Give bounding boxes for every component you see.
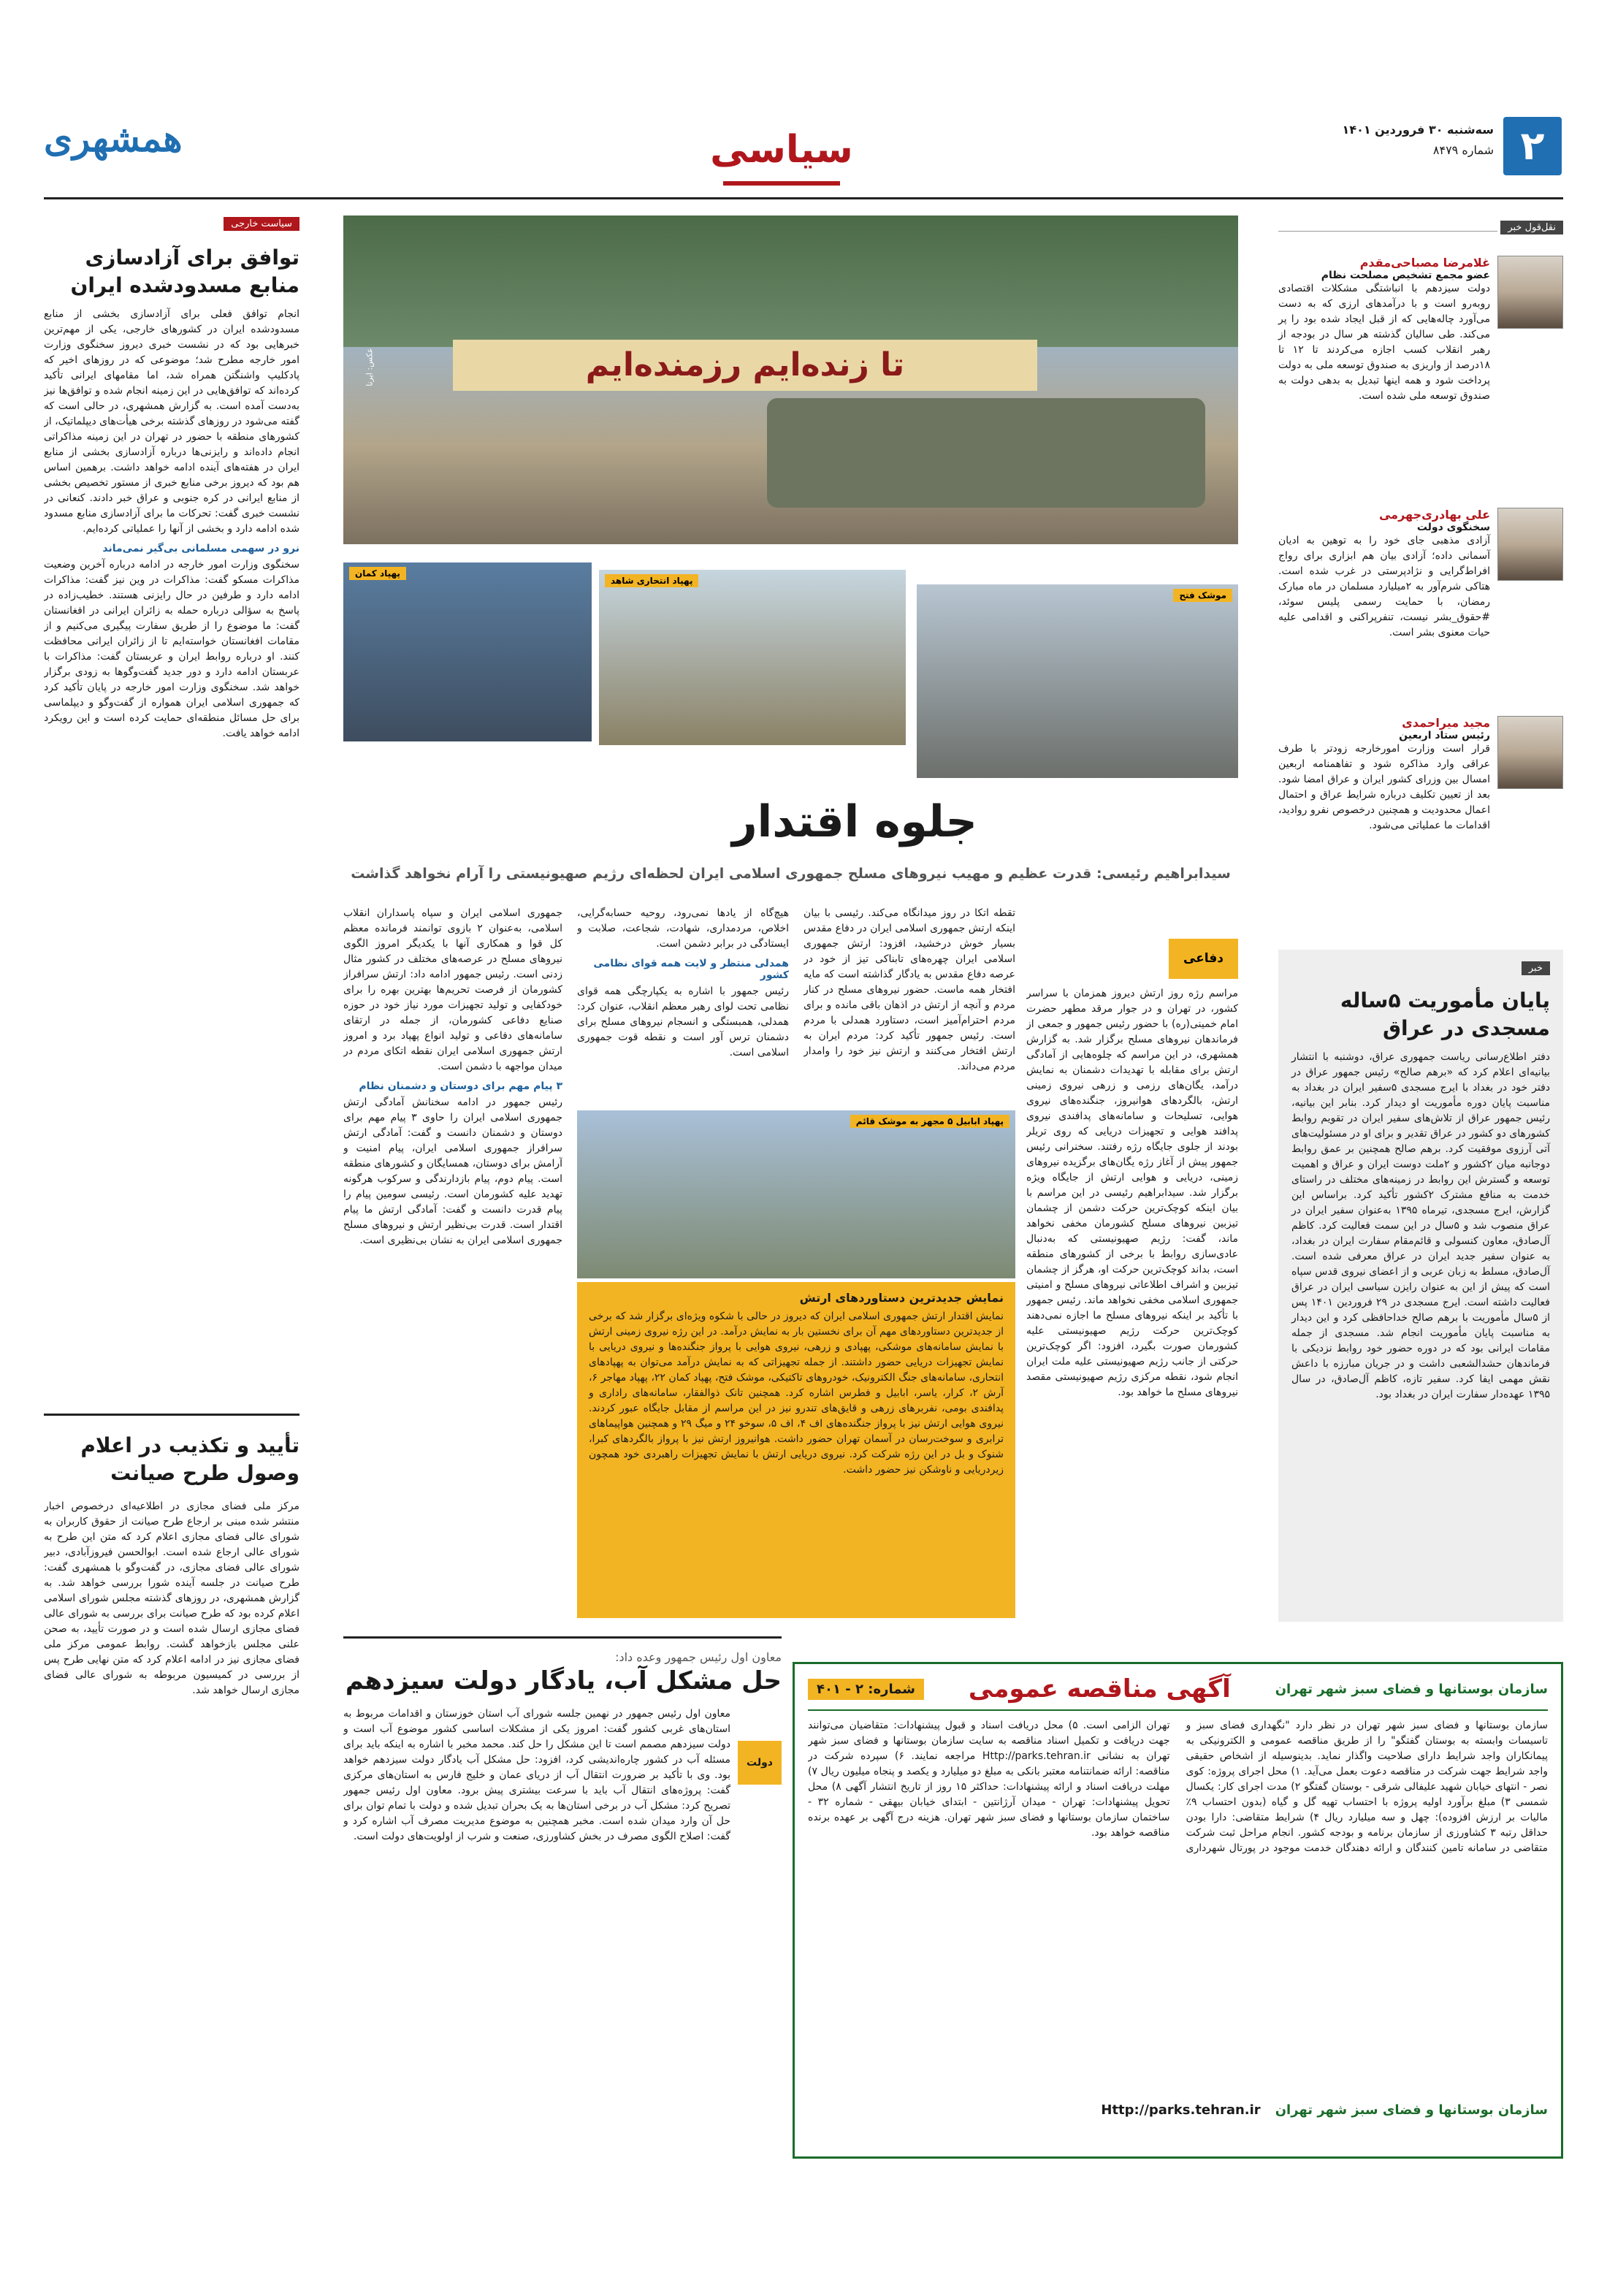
ad-title: آگهی مناقصه عمومی	[968, 1674, 1231, 1704]
foreign-policy-headline: توافق برای آزادسازی منابع مسدودشده ایران	[70, 245, 299, 297]
main-photo-caption: عکس: ایرنا	[364, 348, 375, 386]
ad-footer-org: سازمان بوستانها و فضای سبز شهر تهران	[1275, 2102, 1548, 2118]
main-subhead: سیدابراهیم رئیسی: قدرت عظیم و مهیب نیروهای مسلح جمهوری اسلامی ایران لحظه‌ای رژیم صهیونیستی را آرام نخواهد گذاشت	[351, 866, 1231, 882]
defense-tag: دفاعی	[1169, 939, 1238, 979]
armored-vehicle	[767, 398, 1205, 508]
cyberspace-text: مرکز ملی فضای مجازی در اطلاعیه‌ای درخصوص اخبار منتشر شده مبنی بر ارجاع طرح صیانت از حقوق کاربران به شورای عالی فضای مجازی اعلام کرد که متن این طرح به شورای عالی ارجاع شده است. ابوالحسن فیروزآبادی، دبیر شورای عالی فضای مجازی، در گفت‌وگو با همشهری گفت: طرح صیانت در جلسه آینده شورا بررسی خواهد شد. به گزارش همشهری، در روزهای گذشته مجلس شورای اسلامی اعلام کرده بود که طرح صیانت برای بررسی به شورای عالی فضای مجازی ارسال شده است و در صورت تأیید، به صحن علنی مجلس بازخواهد گشت. روابط عمومی مرکز ملی فضای مجازی نیز در ادامه اعلام کرد که متن نهایی طرح پس از بررسی در کمیسیون مربوطه به شورای عالی فضای مجازی ارسال خواهد شد.	[44, 1500, 299, 1696]
issue-line: شماره ۸۴۷۹	[1432, 143, 1494, 157]
ad-header	[808, 1674, 1548, 1711]
quote-1-title: عضو مجمع تشخیص مصلحت نظام	[1321, 270, 1490, 281]
parade-banner: تا زنده‌ایم رزمنده‌ایم	[453, 340, 1037, 391]
center-col-4	[343, 906, 562, 1622]
tender-ad	[793, 1662, 1563, 2159]
news-text: دفتر اطلاع‌رسانی ریاست جمهوری عراق، دوشنبه با انتشار بیانیه‌ای اعلام کرد که «برهم صالح» رئیس جمهور عراق در دفتر خود در بغداد با ایرج مسجدی ۵سفیر ایران در بغداد به مناسبت پایان دوره مأموریت او دیدار کرد. بنابر این بیانیه، رئیس جمهور عراق از تلاش‌های سفیر ایران در تقویم روابط کشورهای دو کشور در عراق تقدیر و برای او در مسئولیت‌های آتی آرزوی موفقیت کرد. برهم صالح همچنین بر عمق روابط دوجانبه میان ۲کشور و ۲ملت دوست ایران و عراق و اهمیت توسعه و گسترش این روابط در زمینه‌های مختلف در راستای خدمت به منافع مشترک ۲کشور تأکید کرد. براساس این گزارش، ایرج مسجدی، تیرماه ۱۳۹۵ به‌عنوان سفیر ایران در عراق منصوب شد و ۵سال در این سمت فعالیت کرد. کاظم آل‌صادق، معاون کنسولی و قائم‌مقام سفارت ایران در بغداد، به عنوان سفیر جدید ایران در عراق معرفی شده است. آل‌صادق، مسلط به زبان عربی و از اعضای نیروی قدس سپاه است که پیش از این به عنوان رایزن سیاسی ایران در عراق فعالیت داشته است. ایرج مسجدی در ۲۹ فروردین ۱۴۰۱ پس از ۵سال مأموریت با برهم صالح خداحافظی کرد و این دیدار به مناسبت پایان مأموریت انجام شد. مسجدی از جمله مقامات ایرانی بود که در دوره حضور خود روابط نزدیکی با فرماندهان حشدالشعبی داشت و در جریان مبارزه با داعش نقش مهمی ایفا کرد. سفیر تازه، کاظم آل‌صادق، در سال ۱۳۹۵ عهده‌دار سفارت ایران در بغداد بود.	[1291, 1051, 1551, 1400]
quotes-label: نقل‌قول خبر	[1500, 221, 1563, 234]
ababil-drone-photo	[577, 1110, 1015, 1278]
photo-label-kaman: پهپاد کمان	[349, 567, 406, 580]
ad-org: سازمان بوستانها و فضای سبز شهر تهران	[1275, 1681, 1548, 1697]
foreign-policy-label: سیاست خارجی	[224, 217, 299, 231]
ababil-caption: پهپاد ابابیل ۵ مجهز به موشک قائم	[850, 1115, 1009, 1128]
water-article	[343, 1636, 782, 2177]
center-col-4-text-2: رئیس جمهور در ادامه سخنانش آمادگی ارتش جمهوری اسلامی ایران را حاوی ۳ پیام مهم برای دوستان و دشمنان دانست و گفت: آمادگی ارتش سرافراز جمهوری اسلامی ایران، پیام امنیت و آرامش برای دوستان، همسایگان و کشورهای منطقه است. پیام دوم، پیام بازدارندگی و سرکوب هرگونه تهدید علیه کشورمان است. رئیسی سومین پیام را پیام قدرت دانست و گفت: آمادگی ارتش ما پیام اقتدار است. قدرت بی‌نظیر ارتش و نیروهای مسلح جمهوری اسلامی ایران به نشان بی‌نظیری است.	[343, 1096, 562, 1246]
photo-fath-missile	[917, 584, 1238, 778]
center-col-3-text-2: رئیس جمهور با اشاره به یکپارچگی همه قوای نظامی تحت لوای رهبر معظم انقلاب، عنوان کرد: همدلی، همبستگی و انسجام نیروهای مسلح برای دشمنان ترس آور است و نقطه قوت جمهوری اسلامی است.	[577, 985, 789, 1059]
foreign-policy-subhead: نرو در سهمی مسلمانی بی‌گیر نمی‌ماند	[102, 543, 299, 554]
masthead-rule	[44, 197, 1563, 199]
center-col-4-text: جمهوری اسلامی ایران و سپاه پاسداران انقلاب اسلامی، به‌عنوان ۲ بازوی توانمند فرمانده معظم کل قوا و همکاری آنها با یکدیگر امروز الگوی نیروهای مسلح در عرصه‌های مختلف در کشور مثال زدنی است. رئیس جمهور ادامه داد: ارتش سرافراز کشورمان از فرصت تحریم‌ها بهترین بهره را برای خودکفایی و تولید تجهیزات مورد نیاز خود در حوزه صنایع دفاعی کشورمان، از جمله در ارتقای سامانه‌های دفاعی و تولید انواع پهپاد برد و امروز ارتش جمهوری اسلامی ایران نقطه اتکای مردم در میدان مواجهه با دشمن است.	[343, 907, 562, 1072]
quotes-label-rule	[1278, 231, 1497, 232]
quote-3-name: مجید میراحمدی	[1402, 716, 1490, 730]
center-col-3	[577, 906, 789, 1103]
quote-1	[1278, 256, 1490, 404]
reviewing-stand	[343, 216, 1238, 347]
quote-portrait-3	[1497, 716, 1563, 789]
quote-portrait-1	[1497, 256, 1563, 329]
achievements-box	[577, 1282, 1015, 1618]
quote-3-title: رئیس ستاد اربعین	[1399, 730, 1490, 741]
water-text: معاون اول رئیس جمهور در نهمین جلسه شورای آب استان خوزستان و اقدامات مربوط به استان‌های غربی کشور گفت: امروز یکی از مشکلات اساسی کشور موضوع آب است و دولت سیزدهم مصمم است تا این مشکل را حل کند. محمد مخبر با اشاره به اینکه باید برای مسئله آب در کشور چاره‌اندیشی کرد، افزود: حل مشکل آب یادگار دولت سیزدهم خواهد بود. وی با تأکید بر ضرورت انتقال آب از دریای عمان و خلیج فارس به استان‌های مرکزی گفت: پروژه‌های انتقال آب باید با سرعت بیشتری پیش برود. معاون اول رئیس جمهور تصریح کرد: مشکل آب در برخی استان‌ها به یک بحران تبدیل شده و دولت با تمام توان برای حل آن وارد میدان شده است. مخبر همچنین به موضوع مدیریت مصرف آب اشاره کرد و گفت: اصلاح الگوی مصرف در بخش کشاورزی، صنعت و شرب از اولویت‌های دولت است.	[343, 1708, 730, 1842]
foreign-policy-column	[44, 216, 299, 1410]
cyberspace-article	[44, 1414, 299, 2173]
quote-1-text: دولت سیزدهم با انباشتگی مشکلات اقتصادی روبه‌رو است و با درآمدهای ارزی که به دست می‌آورد چاله‌هایی که از قبل ایجاد شده بود را پر می‌کند. طی سالیان گذشته هر سال در بودجه از رهبر انقلاب کسب اجازه می‌کردند تا ۱۲ تا ۱۸درصد از واریزی به صندوق توسعه ملی به دولت پرداخت شود و همه اینها تبدیل به بدهی دولت به صندوق توسعه ملی شده است.	[1278, 283, 1490, 402]
center-col-2-text: تقطه اتکا در روز میدانگاه می‌کند. رئیسی با بیان اینکه ارتش جمهوری اسلامی ایران در دفاع مقدس بسیار خوش درخشید، افزود: ارتش جمهوری اسلامی ایران چهره‌های تابناکی تیز از خود در عرصه دفاع مقدس به یادگار گذاشته است که مایه افتخار همه ماست. حضور نیروهای مسلح در کنار مردم و آنچه از ارتش در اذهان باقی مانده و برای مردم احترام‌آمیز است، دستاورد همدلی با مردم است. رئیس جمهور تأکید کرد: مردم ایران به ارتش افتخار می‌کنند و ارتش نیز خود را وامدار مردم می‌داند.	[804, 907, 1015, 1072]
ad-url[interactable]: Http://parks.tehran.ir	[1101, 2102, 1261, 2118]
center-col-4-subhead: ۳ پیام مهم برای دوستان و دشمنان نظام	[359, 1080, 562, 1092]
center-col-3-text: هیچ‌گاه از یادها نمی‌رود، روحیه حسابه‌گرایی، اخلاص، مردمداری، شهادت، شجاعت، صلابت و ایستادگی در برابر دشمن است.	[577, 907, 789, 950]
quote-2-text: آزادی مذهبی جای خود را به توهین به ادیان آسمانی داده؛ آزادی بیان هم ابزاری برای رواج افراط‌گرایی و نژادپرستی در غرب شده است. هتاکی شرم‌آور به ۲میلیارد مسلمان در ماه مبارک رمضان، با حمایت رسمی پلیس سوئد، #حقوق_بشر نیست، تنفرپراکنی و اقدامی علیه حیات معنوی بشر است.	[1278, 535, 1490, 638]
center-col-1-text: مراسم رژه روز ارتش دیروز همزمان با سراسر کشور، در تهران و در جوار مرقد مطهر حضرت امام خمینی(ره) با حضور رئیس جمهور و جمعی از فرماندهان نیروهای مسلح برگزار شد. به گزارش همشهری، در این مراسم که چلوه‌هایی از آمادگی ارتش برای مقابله با تهدیدات دشمنان به نمایش درآمد، یگان‌های رزمی و زرهی نیروی زمینی ارتش، بالگردهای هوانیروز، جنگنده‌های نیروی هوایی، تسلیحات و سامانه‌های پدافندی نیروی پدافند هوایی و تجهیزات دریایی که روی تریلر بودند از جلوی جایگاه رژه رفتند. سخنرانی رئیس جمهور پیش از آغاز رژه یگان‌های برگزیده نیروهای زمینی، دریایی و هوایی ارتش از جایگاه ویژه برگزار شد. سیدابراهیم رئیسی در این مراسم با بیان اینکه کوچک‌ترین حرکت دشمن از چشمان تیزبین نیروهای مسلح کشورمان مخفی نخواهد ماند، گفت: رژیم صهیونیستی که به‌دنبال عادی‌سازی روابط با برخی از کشورهای منطقه است، بداند کوچک‌ترین حرکت او، هرگز از چشمان تیزبین و اشراف اطلاعاتی نیروهای مسلح و امنیتی جمهوری اسلامی مخفی نخواهد ماند. رئیس جمهور با تأکید بر اینکه نیروهای مسلح ما اجازه نمی‌دهند کوچک‌ترین حرکت رژیم صهیونیستی علیه کشورمان صورت بگیرد، افزود: اگر کوچک‌ترین حرکتی از جانب رژیم صهیونیستی علیه ملت ایران انجام شود، نقطه مرکزی رژیم صهیونیستی مقصد نیروهای مسلح ما خواهد بود.	[1026, 988, 1238, 1398]
center-col-3-subhead: همدلی منتظر و لایت همه قوای نظامی کشور	[593, 958, 789, 981]
achievements-text: نمایش اقتدار ارتش جمهوری اسلامی ایران که دیروز در حالی با شکوه ویژه‌ای برگزار شد که برخی از جدیدترین دستاوردهای مهم آن برای نخستین بار به نمایش درآمد. در این رژه نیروی زمینی ارتش با نمایش سامانه‌های موشکی، پهپادی و زرهی، نیروی هوایی با پرواز جنگنده‌ها و نیروی دریایی با نمایش تجهیزات دریایی حضور داشتند. از جمله تجهیزاتی که به نمایش درآمد می‌توان به پهپادهای انتحاری، سامانه‌های جنگ الکترونیک، خودروهای تاکتیکی، موشک فتح، پهپاد کمان ۲۲، پهپاد مهاجر ۶، آرش ۲، کرار، یاسر، ابابیل و فطرس اشاره کرد. همچنین تانک ذوالفقار، سامانه‌های راداری و پدافندی بومی، نفربرهای زرهی و قایق‌های تندرو نیز در این مراسم از مقابل جایگاه عبور کردند. نیروی هوایی ارتش نیز با پرواز جنگنده‌های اف ۴، اف ۵، سوخو ۲۴ و میگ ۲۹ و همچنین هواپیماهای ترابری و سوخت‌رسان در آسمان تهران حضور داشت. هوانیروز ارتش نیز با پرواز بالگردهای کبرا، شنوک و بل در این رژه شرکت کرد. نیروی دریایی ارتش با نمایش تجهیزات راهبردی خود همچون زیردریایی و ناوشکن نیز حضور داشت.	[589, 1311, 1004, 1476]
photo-kaman-drone	[343, 562, 592, 741]
ad-footer	[808, 2102, 1548, 2118]
ad-number: شماره: ۲ - ۴۰۱	[808, 1679, 924, 1700]
water-kicker: معاون اول رئیس جمهور وعده داد:	[615, 1650, 782, 1664]
news-box	[1278, 950, 1563, 1622]
section-title: سیاسی	[710, 128, 853, 172]
water-tag: دولت	[738, 1741, 782, 1785]
quote-portrait-2	[1497, 508, 1563, 581]
section-title-underline	[723, 181, 840, 186]
quote-2	[1278, 508, 1490, 641]
news-label: خبر	[1522, 961, 1550, 975]
photo-shahed-drone	[599, 570, 906, 745]
main-parade-photo	[343, 216, 1238, 544]
paper-logo: همشهری	[44, 117, 183, 160]
photo-label-fath: موشک فتح	[1173, 589, 1232, 602]
achievements-title: نمایش جدیدترین دستاوردهای ارتش	[799, 1291, 1004, 1305]
masthead	[0, 0, 1607, 212]
quotes-column	[1278, 212, 1563, 942]
foreign-policy-text: انجام توافق فعلی برای آزادسازی بخشی از منابع مسدودشده ایران در کشورهای خارجی، یکی از مهم‌ترین خبرهایی بود که در نشست خبری دیروز سخنگوی وزارت امور خارجه مطرح شد؛ موضوعی که در روزهای اخیر که پادکلیپ واشنگتن همراه شد، اما مقامهای ایرانی تأکید کرده‌اند که توافق‌هایی در این زمینه انجام شده و توافق‌ها نیز به‌دست آمده است. به گزارش همشهری، در حالی است که گفته می‌شود در روزهای گذشته برخی هیأت‌های دیپلماتیک، از کشورهای منطقه با حضور در تهران در این زمینه مذاکراتی انجام داده‌اند و رایزنی‌ها درباره آزادسازی بخشی از منابع ایران در هفته‌های آینده ادامه خواهد داشت. برهمین اساس هم بود که دیروز برخی منابع خبری از مستور تخصیص بخشی از منابع ایرانی در کره جنوبی و عراق خبر دادند. کنعانی در نشست خبری گفت: تحرکات ما برای آزادسازی منابع مسدود شده ادامه دارد و بخشی از آنها را عملیاتی کرده‌ایم.	[44, 308, 299, 535]
main-headline: جلوه اقتدار	[732, 796, 977, 847]
quote-1-name: غلامرضا مصباحی‌مقدم	[1359, 256, 1490, 270]
date-line: سه‌شنبه ۳۰ فروردین ۱۴۰۱	[1342, 123, 1494, 137]
foreign-policy-text-2: سخنگوی وزارت امور خارجه در ادامه درباره آخرین وضعیت مذاکرات مسکو گفت: مذاکرات در وین نیز گفت: مذاکرات ادامه دارد و طرفین در حال رایزنی هستند. خطیب‌زاده در پاسخ به سؤالی درباره حمله به زائران ایرانی در افغانستان گفت: ما موضوع را از طریق سفارت پیگیری می‌کنیم و از مقامات افغانستان خواسته‌ایم تا از زائران ایرانی محافظت کنند. او درباره روابط ایران و عربستان گفت: مذاکرات با عربستان ادامه دارد و دور جدید گفت‌وگوها به زودی برگزار خواهد شد. سخنگوی وزارت امور خارجه در پایان تأکید کرد که جمهوری اسلامی ایران همواره از گفت‌وگو و دیپلماسی برای حل مسائل منطقه‌ای حمایت کرده است و این رویکرد ادامه خواهد یافت.	[44, 559, 299, 739]
quote-2-name: علی بهادری‌جهرمی	[1378, 508, 1490, 522]
cyberspace-headline: تأیید و تکذیب در اعلام وصول طرح صیانت	[80, 1433, 299, 1485]
ad-text: سازمان بوستانها و فضای سبز شهر تهران در نظر دارد "نگهداری فضای سبز و تاسیسات وابسته به بوستان گفتگو" را از طریق مناقصه عمومی و الکترونیکی به پیمانکاران واجد شرایط دارای صلاحیت واگذار نماید. بدینوسیله از اشخاص حقیقی واجد شرایط جهت شرکت در مناقصه دعوت بعمل می‌آید. ۱) محل اجرای پروژه: کوی نصر - انتهای خیابان شهید علیفالی شرقی - بوستان گفتگو ۲) مدت اجرای کار: یکسال شمسی ۳) مبلغ برآورد اولیه پروژه با احتساب تهیه گل و گیاه (بدون احتساب ۹٪ مالیات بر ارزش افزوده): چهل و سه میلیارد ریال ۴) شرایط متقاضی: دارا بودن حداقل رتبه ۳ کشاورزی از سازمان برنامه و بودجه کشور. انجام مراحل ثبت شرکت متقاضی در سامانه تامین کنندگان و ارائه دهندگان خدمت موجود در پورتال شهرداری تهران الزامی است. ۵) محل دریافت اسناد و قبول پیشنهادات: متقاضیان می‌توانند جهت دریافت و تکمیل اسناد مناقصه به سایت سازمان بوستانها و فضای سبز شهر تهران به نشانی Http://parks.tehran.ir مراجعه نمایند. ۶) سپرده شرکت در مناقصه: ارائه ضمانتنامه معتبر بانکی به مبلغ دو میلیارد و یکصد و پنجاه میلیون ریال ۷) مهلت دریافت اسناد و ارائه پیشنهادات: حداکثر ۱۵ روز از تاریخ انتشار آگهی ۸) محل تحویل پیشنهادات: تهران - میدان آرژانتین - ابتدای خیابان بیهقی - شماره ۳۲ - ساختمان سازمان بوستانها و فضای سبز شهر تهران. هزینه درج آگهی بر عهده برنده مناقصه خواهد بود.	[808, 1720, 1548, 1854]
quote-3	[1278, 716, 1490, 834]
quote-3-text: قرار است وزارت امورخارجه زودتر با طرف عراقی وارد مذاکره شود و تفاهمنامه اربعین امسال بین وزرای کشور ایران و عراق امضا شود. بعد از تعیین تکلیف درباره شرایط عراق و احتمال اعمال محدودیت و همچنین درخصوص نفرو روادید، اقدامات ما عملیاتی می‌شود.	[1278, 743, 1490, 831]
news-headline: پایان مأموریت ۵ساله مسجدی در عراق	[1340, 988, 1550, 1040]
page-number-badge: ۲	[1503, 117, 1562, 175]
water-headline: حل مشکل آب، یادگار دولت سیزدهم	[345, 1666, 782, 1696]
photo-label-shahed: پهپاد انتحاری شاهد	[605, 574, 698, 587]
quote-2-title: سخنگوی دولت	[1416, 522, 1490, 533]
